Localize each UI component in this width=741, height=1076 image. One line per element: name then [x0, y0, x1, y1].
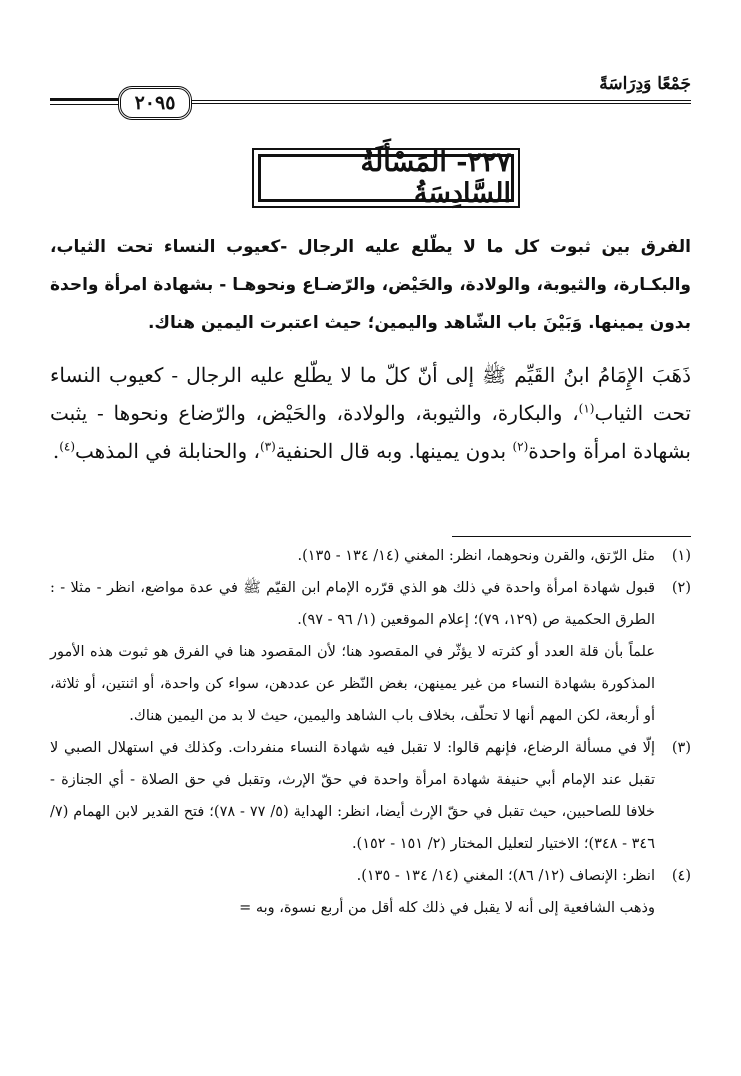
body-paragraph — [50, 356, 691, 470]
issue-heading-frame — [252, 148, 520, 208]
footnote-number: (١) — [671, 548, 691, 564]
body-text: ، والحنابلة في المذهب — [75, 439, 260, 463]
issue-heading: ٢٢٧- المَسْأَلَةُ السَّادِسَةُ — [258, 154, 514, 202]
header-rule — [186, 100, 691, 101]
footnote-continuation: وذهب الشافعية إلى أنه لا يقبل في ذلك كله أقل من أربع نسوة، وبه = — [239, 900, 655, 916]
header-rule — [50, 98, 119, 101]
footnote-text: انظر: الإنصاف (١٢/ ٨٦)؛ المغني (١٤/ ١٣٤ - ١٣٥). — [356, 868, 655, 884]
footnote — [50, 572, 691, 636]
body-text: ، والبكارة، والثيوبة، والولادة، والحَيْض، والرّضاع ونحوها - يثبت بشهادة امرأة واحدة — [50, 401, 691, 463]
footnote-text: إلّا في مسألة الرضاع، فإنهم قالوا: لا تقبل فيه شهادة النساء منفردات. وكذلك في استهلال الصبي لا تقبل عند الإمام أبي حنيفة شهادة امرأة واحدة في حقّ الإرث، وتقبل في حق الصلاة - أي الجنازة - خلافا للصاحبين، حيث تقبل في حقّ الإرث أيضا، انظر: الهداية (٥/ ٧٧ - ٧٨)؛ فتح القدير لابن الهمام (٧/ ٣٤٦ - ٣٤٨)؛ الاختيار لتعليل المختار (٢/ ١٥١ - ١٥٢). — [50, 740, 656, 852]
footnote-ref: (٤) — [59, 439, 76, 454]
issue-summary: الفرق بين ثبوت كل ما لا يطّلع عليه الرجال -كعيوب النساء تحت الثياب، والبكـارة، والثيوبة، والولادة، والحَيْض، والرّضـاع ونحوهـا - بشهادة امرأة واحدة بدون يمينها. وَبَيْنَ باب الشّاهد واليمين؛ حيث اعتبرت اليمين هناك. — [50, 237, 691, 333]
header-rule — [50, 104, 119, 105]
footnote — [50, 860, 691, 892]
footnote-separator — [452, 536, 691, 537]
footnote — [50, 732, 691, 860]
footnote-text: مثل الرّتق، والقرن ونحوهما، انظر: المغني (١٤/ ١٣٤ - ١٣٥). — [297, 548, 655, 564]
footnote-number: (٣) — [671, 740, 691, 756]
header-rule — [186, 103, 691, 104]
body-text: بدون يمينها. وبه قال الحنفية — [275, 439, 513, 463]
footnote-text: قبول شهادة امرأة واحدة في ذلك هو الذي قرّره الإمام ابن القيّم ﷺ في عدة مواضع، انظر - مثلا - : الطرق الحكمية ص (١٢٩، ٧٩)؛ إعلام الموقعين (١/ ٩٦ - ٩٧). — [50, 580, 655, 628]
footnote-number: (٤) — [671, 868, 691, 884]
page-number: ٢٠٩٥ — [118, 86, 192, 120]
footnote-ref: (٢) — [512, 439, 529, 454]
footnote-ref: (١) — [578, 401, 595, 416]
running-title: جَمْعًا وَدِرَاسَةً — [599, 74, 691, 94]
footnote-number: (٢) — [671, 580, 691, 596]
footnote-continuation: علماً بأن قلة العدد أو كثرته لا يؤثّر في المقصود هنا؛ لأن المقصود هنا في الفرق هو ثبوت هذه الأمور المذكورة بشهادة النساء من غير يمينهن، بغض النّظر عن عددهن، سواء كن واحدة، أو اثنتين، أو ثلاثة، أو أربعة، لكن المهم أنها لا تحلّف، بخلاف باب الشاهد واليمين، حيث لا بد من اليمين هناك. — [50, 644, 655, 724]
footnotes — [50, 540, 691, 924]
body-text: ذَهَبَ الإِمَامُ ابنُ القَيِّم ﷺ إلى أنّ كلّ ما لا يطّلع عليه الرجال - كعيوب النساء تحت الثياب — [50, 363, 692, 425]
footnote-ref: (٣) — [259, 439, 276, 454]
body-text: . — [52, 439, 60, 463]
footnote — [50, 540, 691, 572]
